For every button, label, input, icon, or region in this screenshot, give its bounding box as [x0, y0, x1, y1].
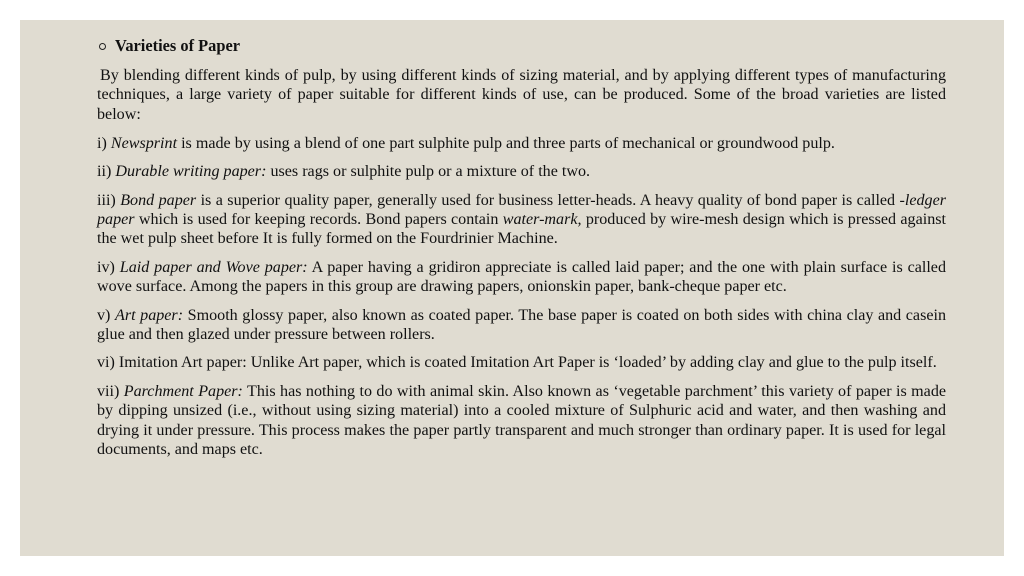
item-prefix: v) [97, 306, 115, 324]
heading-text: Varieties of Paper [115, 36, 241, 56]
slide-content [97, 35, 946, 468]
item-prefix: i) [97, 134, 111, 152]
item-term-ledger: -ledger paper [97, 191, 947, 228]
intro-paragraph: By blending different kinds of pulp, by using different kinds of sizing material, and by applying different types of manufacturing techniques, a large variety of paper suitable for different kinds of use, can be produced. Some of the broad varieties are listed below: [97, 67, 946, 123]
item-text: Smooth glossy paper, also known as coated paper. The base paper is coated on both sides with china clay and casein glue and then glazed under pressure between rollers. [97, 306, 947, 343]
item-prefix: vi) [97, 354, 119, 372]
item-term: Parchment Paper: [123, 382, 243, 400]
item-laid-wove-paper [97, 258, 946, 297]
item-text: A paper having a gridiron appreciate is called laid paper; and the one with plain surface is called wove surface. Among the papers in this group are drawing papers, onionskin paper, bank-cheque paper etc. [97, 258, 947, 296]
item-text: uses rags or sulphite pulp or a mixture of the two. [266, 163, 591, 181]
item-art-paper [97, 306, 946, 345]
item-term: Durable writing paper: [115, 163, 267, 181]
slide-heading [97, 35, 946, 57]
item-prefix: iii) [97, 191, 121, 209]
item-prefix: iv) [97, 258, 120, 276]
item-text: is a superior quality paper, generally used for business letter-heads. A heavy quality of bond paper is called [196, 191, 900, 209]
item-imitation-art-paper [97, 353, 946, 372]
item-term: Art paper: [115, 306, 184, 324]
item-durable-writing-paper [97, 162, 946, 181]
item-text: which is used for keeping records. Bond papers contain [134, 210, 503, 228]
item-prefix: vii) [97, 382, 124, 400]
item-term: Laid paper and Wove paper: [119, 258, 308, 276]
item-text: is made by using a blend of one part sulphite pulp and three parts of mechanical or groundwood pulp. [177, 134, 835, 152]
item-text: This has nothing to do with animal skin. Also known as ‘vegetable parchment’ this variety of paper is made by dipping unsized (i.e., without using sizing material) into a cooled mixture of Sulphuric acid and water, and then washing and drying it under pressure. This process makes the paper partly transparent and much stronger than ordinary paper. It is used for legal documents, and maps etc. [97, 382, 947, 458]
item-newsprint [97, 134, 946, 153]
item-text: produced by wire-mesh design which is pressed against the wet pulp sheet before It is fully formed on the Fourdrinier Machine. [97, 210, 946, 248]
item-prefix: ii) [97, 163, 116, 181]
slide [20, 20, 1004, 556]
item-parchment-paper [97, 382, 946, 460]
item-term: Newsprint [110, 134, 178, 152]
item-bond-paper [97, 191, 946, 249]
item-text: Imitation Art paper: Unlike Art paper, which is coated Imitation Art Paper is ‘loaded’ by adding clay and glue to the pulp itself. [118, 354, 937, 372]
item-term-watermark: water-mark, [502, 210, 582, 228]
item-term: Bond paper [120, 191, 197, 209]
hollow-circle-bullet-icon [99, 43, 106, 50]
